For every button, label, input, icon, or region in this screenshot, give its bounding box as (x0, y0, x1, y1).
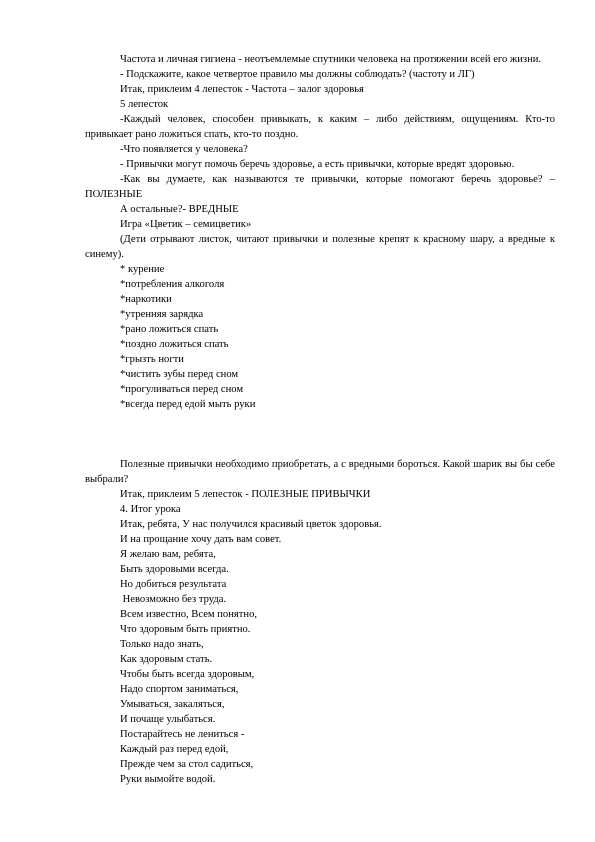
blank-space (85, 412, 555, 457)
list-item-habit: *всегда перед едой мыть руки (120, 399, 256, 410)
poem-line: Каждый раз перед едой, (120, 744, 229, 755)
paragraph-hygiene: Частота и личная гигиена - неотъемлемые спутники человека на протяжении всей его жизни. (120, 54, 542, 65)
paragraph-harmful: А остальные?- ВРЕДНЫЕ (120, 204, 239, 215)
paragraph-habits-intro: -Каждый человек, способен привыкать, к каким – либо действиям, ощущениям. Кто-то привыкает рано ложиться спать, кто-то поздно. (85, 114, 555, 140)
list-item-habit: *рано ложиться спать (120, 324, 219, 335)
paragraph-habits-help: - Привычки могут помочь беречь здоровье, а есть привычки, которые вредят здоровью. (120, 159, 515, 170)
poem-line: Только надо знать, (120, 639, 204, 650)
paragraph-game-instructions: (Дети отрывают листок, читают привычки и полезные крепят к красному шару, а вредные к синему). (85, 234, 555, 260)
document-body (85, 52, 555, 787)
poem-line: Невозможно без труда. (120, 594, 227, 605)
list-item-habit: * курение (120, 264, 165, 275)
list-item-habit: *утренняя зарядка (120, 309, 204, 320)
poem-line: Что здоровым быть приятно. (120, 624, 251, 635)
poem-line: Всем известно, Всем понятно, (120, 609, 258, 620)
list-item-habit: *прогуливаться перед сном (120, 384, 244, 395)
paragraph-lesson-summary-heading: 4. Итог урока (120, 504, 181, 515)
poem-line: Я желаю вам, ребята, (120, 549, 216, 560)
poem-line: Прежде чем за стол садиться, (120, 759, 254, 770)
poem-line: Как здоровым стать. (120, 654, 213, 665)
poem-line: Но добиться результата (120, 579, 227, 590)
poem-line: Постарайтесь не лениться - (120, 729, 245, 740)
poem-line: Чтобы быть всегда здоровым, (120, 669, 255, 680)
paragraph-flower-result: Итак, ребята, У нас получился красивый цветок здоровья. (120, 519, 382, 530)
paragraph-useful-habits: Полезные привычки необходимо приобретать, а с вредными бороться. Какой шарик вы бы себе выбрали? (85, 459, 555, 485)
list-item-habit: *поздно ложиться спать (120, 339, 229, 350)
poem-line: Надо спортом заниматься, (120, 684, 239, 695)
paragraph-question-appears: -Что появляется у человека? (120, 144, 248, 155)
poem-line: Руки вымойте водой. (120, 774, 216, 785)
paragraph-question-useful: -Как вы думаете, как называются те привычки, которые помогают беречь здоровье? – ПОЛЕЗНЫЕ (85, 174, 555, 200)
poem-line: И почаще улыбаться. (120, 714, 216, 725)
list-item-habit: *грызть ногти (120, 354, 184, 365)
paragraph-question-fourth-rule: - Подскажите, какое четвертое правило мы должны соблюдать? (частоту и ЛГ) (120, 69, 475, 80)
paragraph-game-title: Игра «Цветик – семицветик» (120, 219, 252, 230)
list-item-habit: *чистить зубы перед сном (120, 369, 239, 380)
paragraph-petal-5-heading: 5 лепесток (120, 99, 169, 110)
poem-line: Быть здоровыми всегда. (120, 564, 229, 575)
paragraph-advice: И на прощание хочу дать вам совет. (120, 534, 282, 545)
list-item-habit: *наркотики (120, 294, 172, 305)
list-item-habit: *потребления алкоголя (120, 279, 225, 290)
paragraph-petal-5: Итак, приклеим 5 лепесток - ПОЛЕЗНЫЕ ПРИВЫЧКИ (120, 489, 371, 500)
poem-line: Умываться, закаляться, (120, 699, 225, 710)
paragraph-petal-4: Итак, приклеим 4 лепесток - Частота – залог здоровья (120, 84, 364, 95)
